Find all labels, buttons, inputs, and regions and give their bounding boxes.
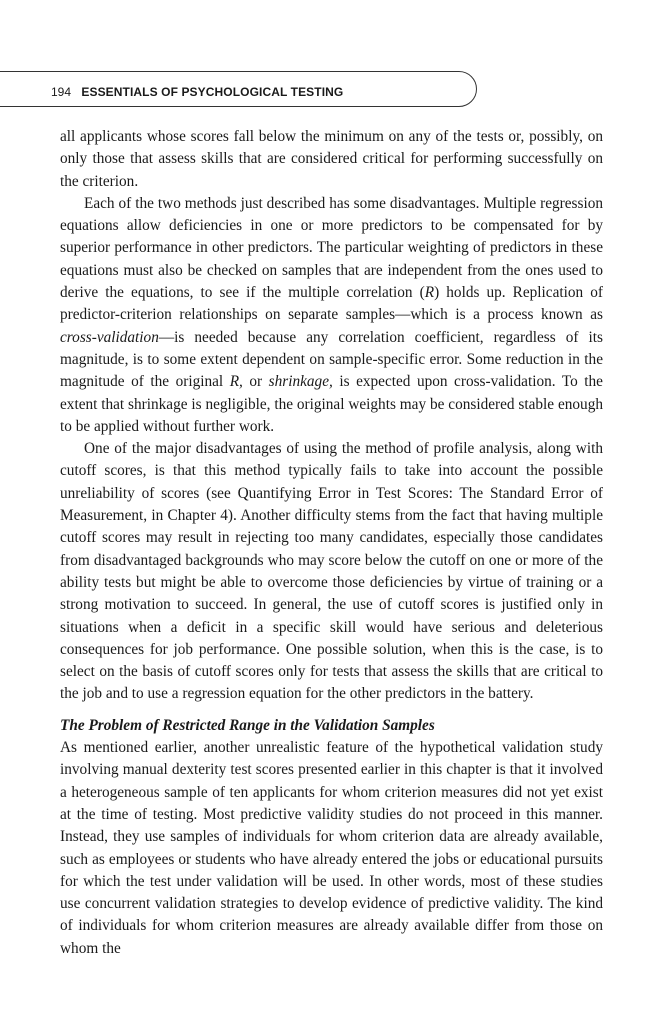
paragraph-2-text-5: is expected upon cross-validation. To the extent that shrinkage is negligible, the original weights may be considered stable enough to be applied without further work. <box>60 373 603 435</box>
paragraph-2-text-3: —is needed because any correlation coefficient, regardless of its magnitude, is to some extent dependent on sample-specific error. Some reduction in the magnitude of the original <box>60 328 603 391</box>
section-heading: The Problem of Restricted Range in the Validation Samples <box>60 716 435 734</box>
running-header <box>51 84 343 100</box>
paragraph-2-text-1: Each of the two methods just described has some disadvantages. Multiple regression equations allow deficiencies in one or more predictors to be compensated for by superior performance in other predictors. The particular weighting of predictors in these equations must also be checked on samples that are independent from the ones used to derive the equations, to see if the multiple correlation ( <box>60 194 603 302</box>
page-body <box>60 126 603 960</box>
paragraph-1: all applicants whose scores fall below the minimum on any of the tests or, possibly, on only those that assess skills that are considered critical for performing successfully on the criterion. <box>60 128 603 190</box>
italic-r-1: R <box>424 284 435 302</box>
italic-r-2: R, <box>229 373 243 391</box>
term-shrinkage: shrinkage, <box>268 373 333 391</box>
paragraph-2 <box>60 193 603 438</box>
term-cross-validation: cross-validation <box>60 328 159 346</box>
paragraph-3: One of the major disadvantages of using the method of profile analysis, along with cutoff scores, is that this method typically fails to take into account the possible unreliability of scores (see Quantifying Error in Test Scores: The Standard Error of Measurement, in Chapter 4). Another difficulty stems from the fact that having multiple cutoff scores may result in rejecting too many candidates, especially those candidates from disadvantaged backgrounds who may score below the cutoff on one or more of the ability tests but might be able to overcome those deficiencies by virtue of training or a strong motivation to succeed. In general, the use of cutoff scores is justified only in situations when a deficit in a specific skill would have serious and deleterious consequences for job performance. One possible solution, when this is the case, is to select on the basis of cutoff scores only for tests that assess the skills that are critical to the job and to use a regression equation for the other predictors in the battery. <box>60 440 603 703</box>
running-title: ESSENTIALS OF PSYCHOLOGICAL TESTING <box>81 85 344 99</box>
paragraph-2-text-2: ) holds up. Replication of predictor-criterion relationships on separate samples—which is a process known as <box>60 284 603 324</box>
paragraph-2-text-4: or <box>242 373 269 391</box>
page-number: 194 <box>51 85 72 99</box>
paragraph-4: As mentioned earlier, another unrealistic feature of the hypothetical validation study involving manual dexterity test scores presented earlier in this chapter is that it involved a heterogeneous sample of ten applicants for whom criterion measures did not yet exist at the time of testing. Most predictive validity studies do not proceed in this manner. Instead, they use samples of individuals for whom criterion data are already available, such as employees or students who have already entered the jobs or educational pursuits for which the test under validation will be used. In other words, most of these studies use concurrent validation strategies to develop evidence of predictive validity. The kind of individuals for whom criterion measures are already available differ from those on whom the <box>60 739 603 957</box>
